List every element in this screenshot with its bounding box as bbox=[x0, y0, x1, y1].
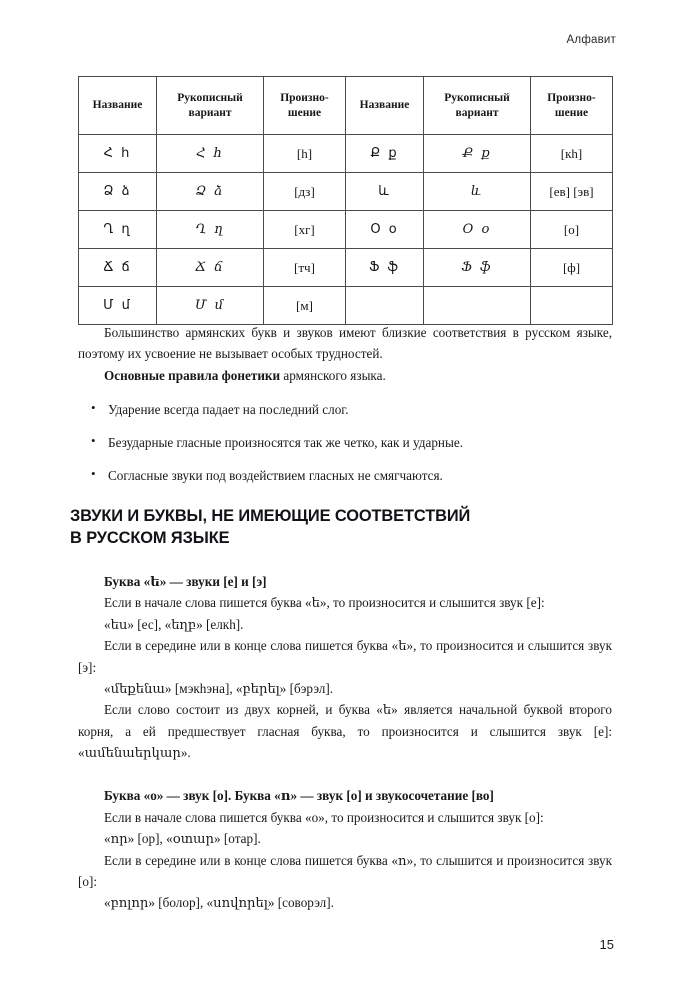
subsection-example-2: «բոլոր» [болор], «սովորել» [соворэл]. bbox=[104, 895, 334, 911]
header-line-2: шение bbox=[287, 106, 322, 119]
letter-name: Հ հ bbox=[79, 135, 157, 173]
letter-handwritten: Հ հ bbox=[157, 135, 264, 173]
list-item bbox=[78, 399, 612, 420]
running-head: Алфавит bbox=[566, 34, 616, 46]
letter-handwritten: Մ մ bbox=[157, 287, 264, 325]
header-line-2: вариант bbox=[188, 106, 232, 119]
header-line-1: Название bbox=[92, 99, 143, 112]
letter-handwritten: Ճ ճ bbox=[157, 249, 264, 287]
header-line-1: Произно- bbox=[547, 92, 596, 105]
bullet-icon: • bbox=[91, 433, 96, 449]
column-header-pronunciation-right bbox=[531, 77, 613, 135]
rules-lead-paragraph bbox=[78, 365, 612, 386]
letter-name: Ճ ճ bbox=[79, 249, 157, 287]
header-line-2: вариант bbox=[455, 106, 499, 119]
letter-pronunciation: [ф] bbox=[531, 249, 613, 287]
bullet-icon: • bbox=[91, 400, 96, 416]
subsection-title: Буква «ե» — звуки [е] и [э] bbox=[104, 574, 267, 589]
list-item bbox=[78, 432, 612, 453]
page-number: 15 bbox=[599, 937, 614, 952]
table-header-row bbox=[79, 77, 613, 135]
letter-handwritten: Օ օ bbox=[424, 211, 531, 249]
rules-lead-bold: Основные правила фонетики bbox=[104, 367, 281, 383]
intro-paragraph: Большинство армянских букв и звуков имеют близкие соответствия в русском языке, поэтому их усвоение не вызывает особых трудностей. bbox=[78, 325, 612, 362]
letter-pronunciation: [кh] bbox=[531, 135, 613, 173]
letter-handwritten: Ձ ձ bbox=[157, 173, 264, 211]
letter-name: և bbox=[346, 173, 424, 211]
header-line-1: Рукописный bbox=[177, 92, 243, 105]
letter-handwritten-empty bbox=[424, 287, 531, 325]
subsection-paragraph-1: Если в начале слова пишется буква «ե», то произносится и слышится звук [е]: bbox=[104, 595, 545, 611]
header-line-2: шение bbox=[554, 106, 589, 119]
letter-pronunciation: [тч] bbox=[264, 249, 346, 287]
letter-name-empty bbox=[346, 287, 424, 325]
table-row bbox=[79, 287, 613, 325]
column-header-pronunciation-left bbox=[264, 77, 346, 135]
letter-name: Ֆ ֆ bbox=[346, 249, 424, 287]
subsection-letter-ye bbox=[78, 571, 612, 763]
table-row bbox=[79, 135, 613, 173]
column-header-name-right bbox=[346, 77, 424, 135]
letter-pronunciation: [м] bbox=[264, 287, 346, 325]
table-row bbox=[79, 173, 613, 211]
rules-lead-rest: армянского языка. bbox=[280, 367, 386, 383]
letter-pronunciation: [хг] bbox=[264, 211, 346, 249]
column-header-handwritten-left bbox=[157, 77, 264, 135]
subsection-example-1: «ես» [ес], «եղբ» [елкh]. bbox=[104, 616, 244, 632]
section-heading-line-2: В РУССКОМ ЯЗЫКЕ bbox=[70, 528, 230, 547]
table-row bbox=[79, 211, 613, 249]
list-item bbox=[78, 465, 612, 486]
list-item-label: Ударение всегда падает на последний слог. bbox=[108, 402, 349, 418]
subsections-block bbox=[78, 571, 612, 914]
letter-name: Ղ ղ bbox=[79, 211, 157, 249]
intro-block bbox=[78, 322, 612, 499]
subsection-paragraph-3: Если слово состоит из двух корней, и буква «ե» является начальной буквой второго корня, а ей предшествует гласная буква, то произносится и слышится звук [е]: «ամենաերկար». bbox=[78, 702, 612, 760]
letter-name: Ձ ձ bbox=[79, 173, 157, 211]
letter-pronunciation-empty bbox=[531, 287, 613, 325]
subsection-letter-o bbox=[78, 785, 612, 913]
subsection-title: Буква «о» — звук [о]. Буква «ո» — звук [о] и звукосочетание [во] bbox=[104, 788, 494, 804]
letter-handwritten: Ղ ղ bbox=[157, 211, 264, 249]
header-line-1: Название bbox=[359, 99, 410, 112]
letter-pronunciation: [ев] [эв] bbox=[531, 173, 613, 211]
table-row bbox=[79, 249, 613, 287]
letter-handwritten: Ք ք bbox=[424, 135, 531, 173]
subsection-example-1: «որ» [ор], «օտար» [отар]. bbox=[104, 831, 261, 847]
letter-name: Ք ք bbox=[346, 135, 424, 173]
column-header-handwritten-right bbox=[424, 77, 531, 135]
letter-handwritten: և bbox=[424, 173, 531, 211]
list-item-label: Согласные звуки под воздействием гласных не смягчаются. bbox=[108, 468, 443, 484]
subsection-paragraph-2: Если в середине или в конце слова пишется буква «ո», то слышится и произносится звук [о]: bbox=[78, 852, 612, 889]
header-line-1: Рукописный bbox=[444, 92, 510, 105]
bullet-icon: • bbox=[91, 466, 96, 482]
letter-name: Մ մ bbox=[79, 287, 157, 325]
section-heading-line-1: ЗВУКИ И БУКВЫ, НЕ ИМЕЮЩИЕ СООТВЕТСТВИЙ bbox=[70, 507, 471, 525]
subsection-paragraph-2: Если в середине или в конце слова пишется буква «ե», то произносится и слышится звук [э]: bbox=[78, 638, 612, 675]
list-item-label: Безударные гласные произносятся так же четко, как и ударные. bbox=[108, 435, 463, 451]
subsection-paragraph-1: Если в начале слова пишется буква «о», то произносится и слышится звук [о]: bbox=[104, 809, 544, 825]
letter-pronunciation: [о] bbox=[531, 211, 613, 249]
letter-pronunciation: [дз] bbox=[264, 173, 346, 211]
letter-pronunciation: [h] bbox=[264, 135, 346, 173]
subsection-example-2: «մեքենա» [мэкhэна], «բերել» [бэрэл]. bbox=[104, 680, 334, 696]
phonetics-rules-list bbox=[78, 399, 612, 486]
alphabet-table bbox=[78, 76, 613, 325]
letter-name: Օ օ bbox=[346, 211, 424, 249]
column-header-name-left bbox=[79, 77, 157, 135]
alphabet-table-container bbox=[78, 76, 612, 325]
header-line-1: Произно- bbox=[280, 92, 329, 105]
section-heading bbox=[70, 506, 630, 550]
letter-handwritten: Ֆ ֆ bbox=[424, 249, 531, 287]
